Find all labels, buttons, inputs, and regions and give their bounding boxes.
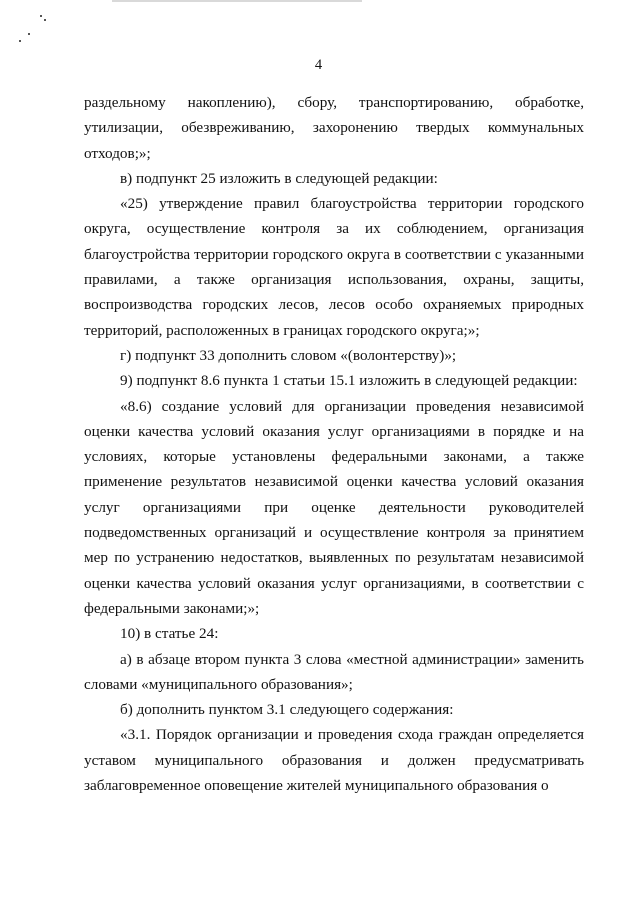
- paragraph: в) подпункт 25 изложить в следующей редакции:: [120, 169, 438, 187]
- scan-mark: [19, 40, 21, 42]
- document-body: [84, 90, 584, 798]
- paragraph: «3.1. Порядок организации и проведения схода граждан определяется уставом муниципального образования и должен предусматривать заблаговременное оповещение жителей муниципального образования о: [84, 726, 584, 795]
- paragraph: «8.6) создание условий для организации проведения независимой оценки качества условий оказания услуг организациями в порядке и на условиях, которые установлены федеральными законами, а также применение результатов независимой оценки качества условий оказания услуг организациями при оценке деятельности руководителей подведомственных организаций и осуществление контроля за принятием мер по устранению недостатков, выявленных по результатам независимой оценки качества условий оказания услуг организациями, в соответствии с федеральными законами;»;: [84, 397, 584, 617]
- paragraph: раздельному накоплению), сбору, транспортированию, обработке, утилизации, обезвреживанию, захоронению твердых коммунальных отходов;»;: [84, 94, 584, 162]
- paragraph: «25) утверждение правил благоустройства территории городского округа, осуществление контроля за их соблюдением, организация благоустройства территории городского округа в соответствии с указанными правилами, а также организация использования, охраны, защиты, воспроизводства городских лесов, лесов особо охраняемых природных территорий, расположенных в границах городского округа;»;: [84, 195, 584, 339]
- scan-mark: [44, 19, 46, 21]
- scan-mark: [28, 33, 30, 35]
- paragraph: г) подпункт 33 дополнить словом «(волонтерству)»;: [120, 346, 457, 364]
- paragraph: а) в абзаце втором пункта 3 слова «местной администрации» заменить словами «муниципального образования»;: [84, 650, 584, 693]
- page-number: 4: [314, 57, 323, 73]
- scan-mark: [40, 15, 42, 17]
- paragraph: б) дополнить пунктом 3.1 следующего содержания:: [120, 701, 454, 719]
- paragraph: 9) подпункт 8.6 пункта 1 статьи 15.1 изложить в следующей редакции:: [120, 372, 578, 390]
- scan-edge-line: [112, 0, 362, 2]
- paragraph: 10) в статье 24:: [120, 625, 219, 643]
